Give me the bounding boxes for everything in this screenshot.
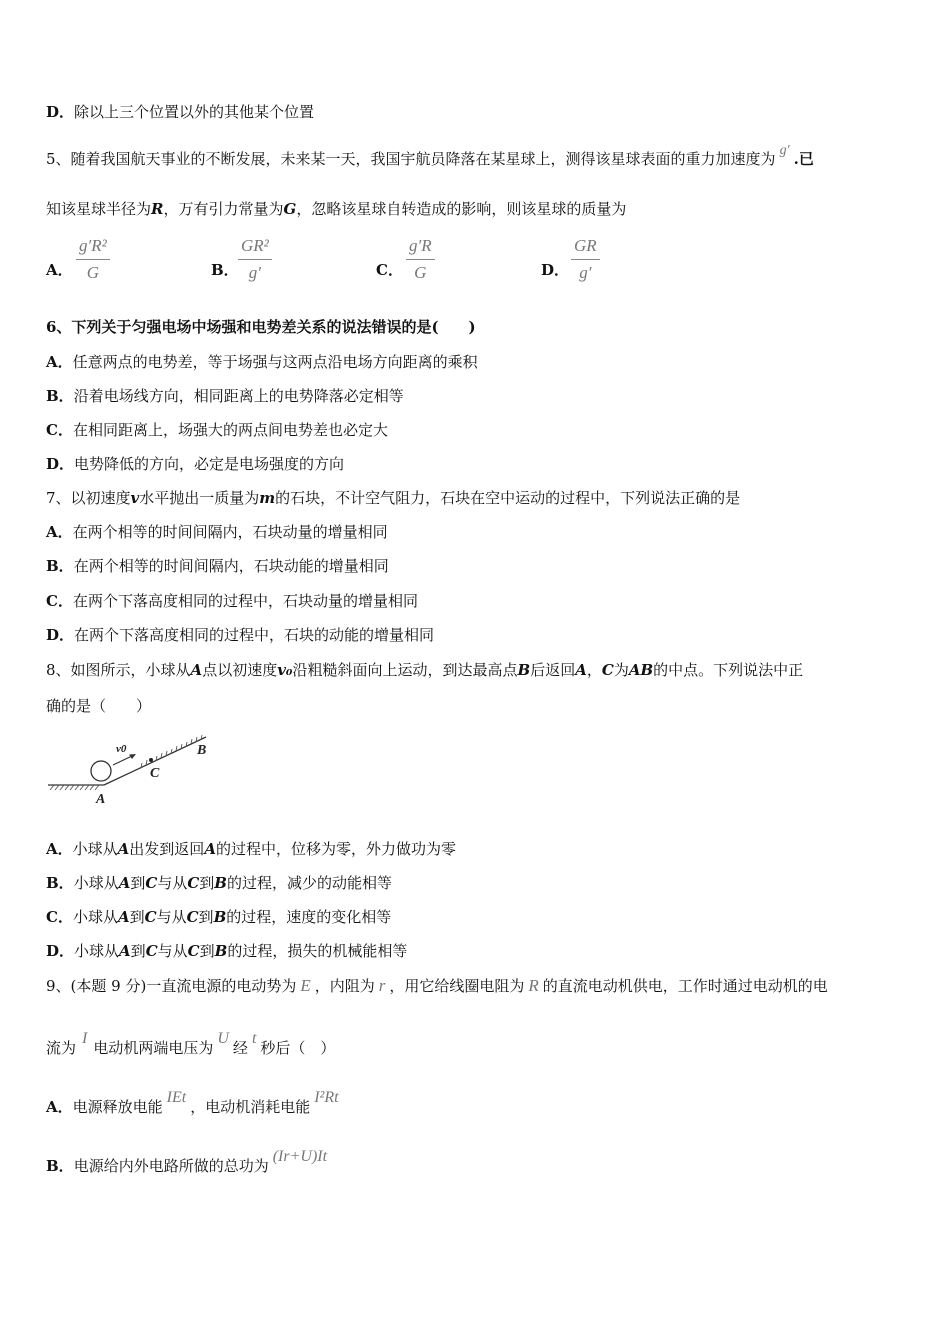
formula-iet: IEt xyxy=(166,1089,187,1106)
var-AB: AB xyxy=(628,661,654,679)
var-C: C xyxy=(144,908,157,926)
option-text: 到 xyxy=(198,908,214,926)
q5-stem-line1 xyxy=(46,143,814,171)
q9-stem-text: ，内阻为 xyxy=(314,977,375,995)
option-text: 电源释放电能 xyxy=(72,1098,163,1116)
option-label: C． xyxy=(46,908,73,926)
q8-option-d xyxy=(46,941,407,961)
q9-stem-text: 的直流电动机供电，工作时通过电动机的电 xyxy=(542,977,828,995)
q7-stem-text: 水平抛出一质量为 xyxy=(139,489,260,507)
var-C: C xyxy=(186,908,199,926)
var-B: B xyxy=(517,661,531,679)
var-A: A xyxy=(119,942,131,960)
var-A: A xyxy=(118,874,131,892)
option-label: B． xyxy=(46,1157,74,1175)
q9-stem-text: 9、(本题 9 分)一直流电源的电动势为 xyxy=(46,977,297,995)
var-t: t xyxy=(251,1030,257,1047)
option-label: A． xyxy=(46,840,73,858)
q7-option-c xyxy=(46,591,418,611)
option-text: 小球从 xyxy=(72,908,118,926)
fraction-numerator: g′R² xyxy=(76,236,110,260)
ball xyxy=(91,761,111,781)
q4-option-d xyxy=(46,102,314,122)
option-text: 与从 xyxy=(157,942,188,960)
var-A: A xyxy=(117,908,130,926)
point-c-dot xyxy=(149,758,153,762)
var-A: A xyxy=(204,840,216,858)
option-text: 到 xyxy=(129,908,145,926)
var-C: C xyxy=(145,874,158,892)
fraction-denominator: g′ xyxy=(579,263,592,282)
option-label: B． xyxy=(46,387,74,405)
label-a: A xyxy=(96,792,106,807)
var-C: C xyxy=(145,942,158,960)
q9-stem-text: 经 xyxy=(232,1039,248,1057)
var-v: v xyxy=(130,489,140,507)
q5-option-b-fraction xyxy=(238,236,272,283)
q5-stem-suffix: .已 xyxy=(793,150,814,168)
var-C: C xyxy=(601,661,614,679)
q5-stem-text: 知该星球半径为 xyxy=(46,200,152,218)
q5-option-b-label: B． xyxy=(211,261,239,279)
option-text: 电源给内外电路所做的总功为 xyxy=(73,1157,269,1175)
q9-stem-line2 xyxy=(46,1030,336,1059)
option-label: A． xyxy=(46,523,73,541)
option-text: 的过程，速度的变化相等 xyxy=(226,908,392,926)
option-text: 在两个下落高度相同的过程中，石块动量的增量相同 xyxy=(72,592,418,610)
label-c: C xyxy=(150,766,160,781)
option-text: 到 xyxy=(199,942,215,960)
var-G: G xyxy=(283,200,297,218)
q5-stem-text: ，万有引力常量为 xyxy=(163,200,284,218)
var-v0: v₀ xyxy=(277,661,293,679)
q8-stem-text: 为 xyxy=(613,661,629,679)
option-text: ，电动机消耗电能 xyxy=(190,1098,311,1116)
q7-option-b xyxy=(46,556,389,576)
q8-stem-text: 后返回 xyxy=(530,661,576,679)
var-A: A xyxy=(117,840,130,858)
option-text: 在两个相等的时间间隔内，石块动量的增量相同 xyxy=(72,523,388,541)
q8-option-c xyxy=(46,907,391,927)
fraction-numerator: g′R xyxy=(406,236,435,260)
q9-option-a xyxy=(46,1089,343,1118)
option-text: 到 xyxy=(130,942,146,960)
q5-stem-text: ，忽略该星球自转造成的影响，则该星球的质量为 xyxy=(296,200,627,218)
formula-total-work: (Ir+U)It xyxy=(272,1148,328,1165)
option-label: A． xyxy=(46,1098,73,1116)
option-text: 电势降低的方向，必定是电场强度的方向 xyxy=(74,455,345,473)
q5-option-c-fraction xyxy=(406,236,435,283)
option-label: D． xyxy=(46,626,75,644)
var-E: E xyxy=(300,976,311,995)
var-B: B xyxy=(213,908,227,926)
ground-hatching xyxy=(50,785,99,790)
option-text: 沿着电场线方向，相同距离上的电势降落必定相等 xyxy=(73,387,404,405)
option-text: 的过程中，位移为零，外力做功为零 xyxy=(215,840,456,858)
q7-stem xyxy=(46,488,740,508)
q5-option-c-label: C． xyxy=(376,261,403,279)
q8-stem-text: 的中点。下列说法中正 xyxy=(653,661,804,679)
q9-option-b xyxy=(46,1148,331,1177)
var-B: B xyxy=(214,874,227,892)
q8-stem-text: 沿粗糙斜面向上运动，到达最高点 xyxy=(292,661,518,679)
var-I: I xyxy=(82,1030,88,1047)
label-v0: v0 xyxy=(116,743,127,755)
q7-stem-text: 7、以初速度 xyxy=(46,489,131,507)
var-U: U xyxy=(217,1030,229,1047)
q7-stem-text: 的石块，不计空气阻力，石块在空中运动的过程中，下列说法正确的是 xyxy=(275,489,741,507)
option-text: 的过程，减少的动能相等 xyxy=(226,874,392,892)
q8-stem-line1 xyxy=(46,660,803,680)
option-text: 的过程，损失的机械能相等 xyxy=(227,942,408,960)
q9-stem-text: ，用它给线圈电阻为 xyxy=(389,977,525,995)
q5-option-d-label: D． xyxy=(541,261,570,279)
q8-option-b xyxy=(46,873,392,893)
formula-i2rt: I²Rt xyxy=(314,1089,339,1106)
fraction-denominator: G xyxy=(86,263,99,282)
q6-option-b xyxy=(46,386,404,406)
option-label: D． xyxy=(46,942,75,960)
q9-stem-text: 电动机两端电压为 xyxy=(93,1039,214,1057)
option-label: D． xyxy=(46,455,75,473)
q5-option-a-label: A． xyxy=(46,261,73,279)
incline-diagram xyxy=(46,735,226,810)
option-label: B． xyxy=(46,557,74,575)
option-text: 在两个下落高度相同的过程中，石块的动能的增量相同 xyxy=(74,626,435,644)
q9-stem-text: 流为 xyxy=(46,1039,77,1057)
q5-option-a-fraction xyxy=(76,236,110,283)
var-B: B xyxy=(214,942,228,960)
option-text: 到 xyxy=(130,874,146,892)
q6-option-a xyxy=(46,352,478,372)
option-label: B． xyxy=(46,874,74,892)
option-label: C． xyxy=(46,592,73,610)
option-text: 小球从 xyxy=(72,840,118,858)
option-label: D． xyxy=(46,103,75,121)
option-text: 到 xyxy=(199,874,215,892)
option-text: 小球从 xyxy=(73,874,119,892)
var-C: C xyxy=(187,942,200,960)
q6-stem: 6、下列关于匀强电场中场强和电势差关系的说法错误的是( ) xyxy=(46,318,476,336)
option-text: 小球从 xyxy=(74,942,120,960)
q9-stem-line1 xyxy=(46,976,828,996)
option-text: 出发到返回 xyxy=(129,840,205,858)
q5-stem-line2 xyxy=(46,199,626,219)
option-text: 在两个相等的时间间隔内，石块动能的增量相同 xyxy=(73,557,389,575)
q7-option-d xyxy=(46,625,434,645)
var-R: R xyxy=(151,200,164,218)
q8-stem-text: 点以初速度 xyxy=(202,661,278,679)
option-text: 在相同距离上，场强大的两点间电势差也必定大 xyxy=(72,421,388,439)
q5-stem-text: 5、随着我国航天事业的不断发展，未来某一天，我国宇航员降落在某星球上，测得该星球表面的重力加速度为 xyxy=(46,150,776,168)
option-text: 与从 xyxy=(157,874,188,892)
q8-option-a xyxy=(46,839,456,859)
option-text: 与从 xyxy=(156,908,187,926)
var-A: A xyxy=(575,661,587,679)
q8-stem-text: 8、如图所示，小球从 xyxy=(46,661,191,679)
var-m: m xyxy=(259,489,276,507)
var-C: C xyxy=(187,874,200,892)
q6-option-c xyxy=(46,420,388,440)
var-R: R xyxy=(528,976,539,995)
fraction-numerator: GR xyxy=(571,236,600,260)
option-label: A． xyxy=(46,353,73,371)
q8-stem-line2: 确的是（ ） xyxy=(46,697,152,715)
q7-option-a xyxy=(46,522,388,542)
q6-option-d xyxy=(46,454,344,474)
q5-option-d-fraction xyxy=(571,236,600,283)
var-r: r xyxy=(378,976,386,995)
option-text: 除以上三个位置以外的其他某个位置 xyxy=(74,103,315,121)
fraction-numerator: GR² xyxy=(238,236,272,260)
q8-stem-text: ， xyxy=(586,661,602,679)
label-b: B xyxy=(197,743,207,758)
q5-g-prime: g′ xyxy=(779,143,790,158)
fraction-denominator: G xyxy=(414,263,427,282)
var-A: A xyxy=(190,661,203,679)
option-label: C． xyxy=(46,421,73,439)
option-text: 任意两点的电势差，等于场强与这两点沿电场方向距离的乘积 xyxy=(72,353,478,371)
q9-stem-text: 秒后（ ） xyxy=(260,1039,336,1057)
fraction-denominator: g′ xyxy=(248,263,261,282)
